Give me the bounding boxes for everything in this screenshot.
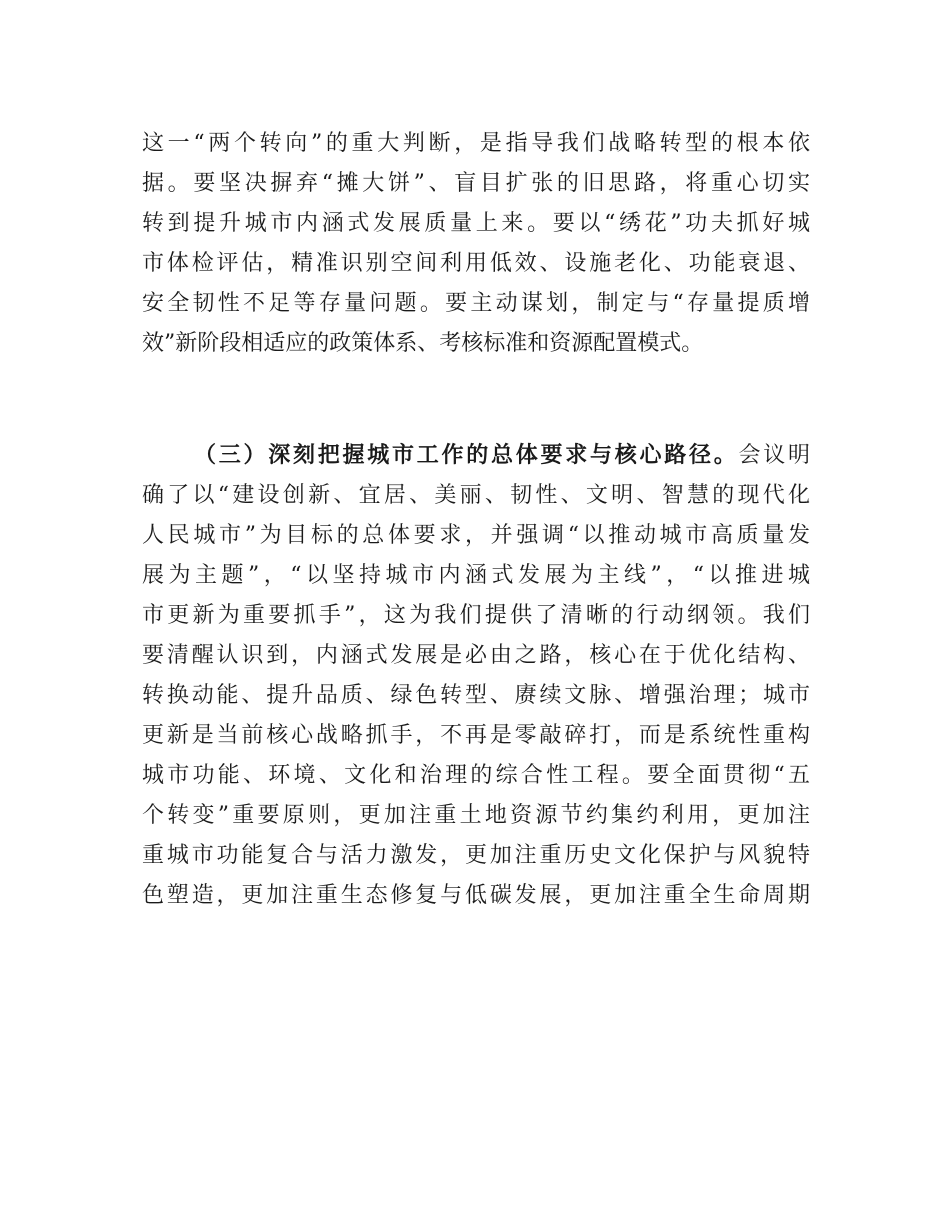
paragraph-1-line: 据。要坚决摒弃“摊大饼”、盲目扩张的旧思路，将重心切实 <box>142 171 810 196</box>
section-heading: （三）深刻把握城市工作的总体要求与核心路径。 <box>194 443 739 468</box>
paragraph-2-line: 色塑造，更加注重生态修复与低碳发展，更加注重全生命周期 <box>142 883 810 908</box>
paragraph-2-line: 城市功能、环境、文化和治理的综合性工程。要全面贯彻“五 <box>142 763 810 788</box>
paragraph-2-first-line <box>194 436 810 476</box>
paragraph-1-line: 效”新阶段相适应的政策体系、考核标准和资源配置模式。 <box>142 331 704 356</box>
paragraph-2-line: 确了以“建设创新、宜居、美丽、韧性、文明、智慧的现代化 <box>142 483 810 508</box>
paragraph-2-line: 转换动能、提升品质、绿色转型、赓续文脉、增强治理；城市 <box>142 683 810 708</box>
paragraph-2-line: 展为主题”，“以坚持城市内涵式发展为主线”，“以推进城 <box>142 563 810 588</box>
paragraph-2-line: 市更新为重要抓手”，这为我们提供了清晰的行动纲领。我们 <box>142 603 810 628</box>
paragraph-2-line: 人民城市”为目标的总体要求，并强调“以推动城市高质量发 <box>142 523 810 548</box>
paragraph-1-line: 转到提升城市内涵式发展质量上来。要以“绣花”功夫抓好城 <box>142 211 810 236</box>
paragraph-1-line: 安全韧性不足等存量问题。要主动谋划，制定与“存量提质增 <box>142 291 810 316</box>
paragraph-1-line: 市体检评估，精准识别空间利用低效、设施老化、功能衰退、 <box>142 251 810 276</box>
paragraph-1-line: 这一“两个转向”的重大判断，是指导我们战略转型的根本依 <box>142 131 810 156</box>
paragraph-2-line: 更新是当前核心战略抓手，不再是零敲碎打，而是系统性重构 <box>142 723 810 748</box>
paragraph-2-line: 要清醒认识到，内涵式发展是必由之路，核心在于优化结构、 <box>142 643 810 668</box>
paragraph-2-line: 重城市功能复合与活力激发，更加注重历史文化保护与风貌特 <box>142 843 810 868</box>
paragraph-2-line: 个转变”重要原则，更加注重土地资源节约集约利用，更加注 <box>142 803 810 828</box>
heading-continuation: 会议明 <box>738 443 810 468</box>
